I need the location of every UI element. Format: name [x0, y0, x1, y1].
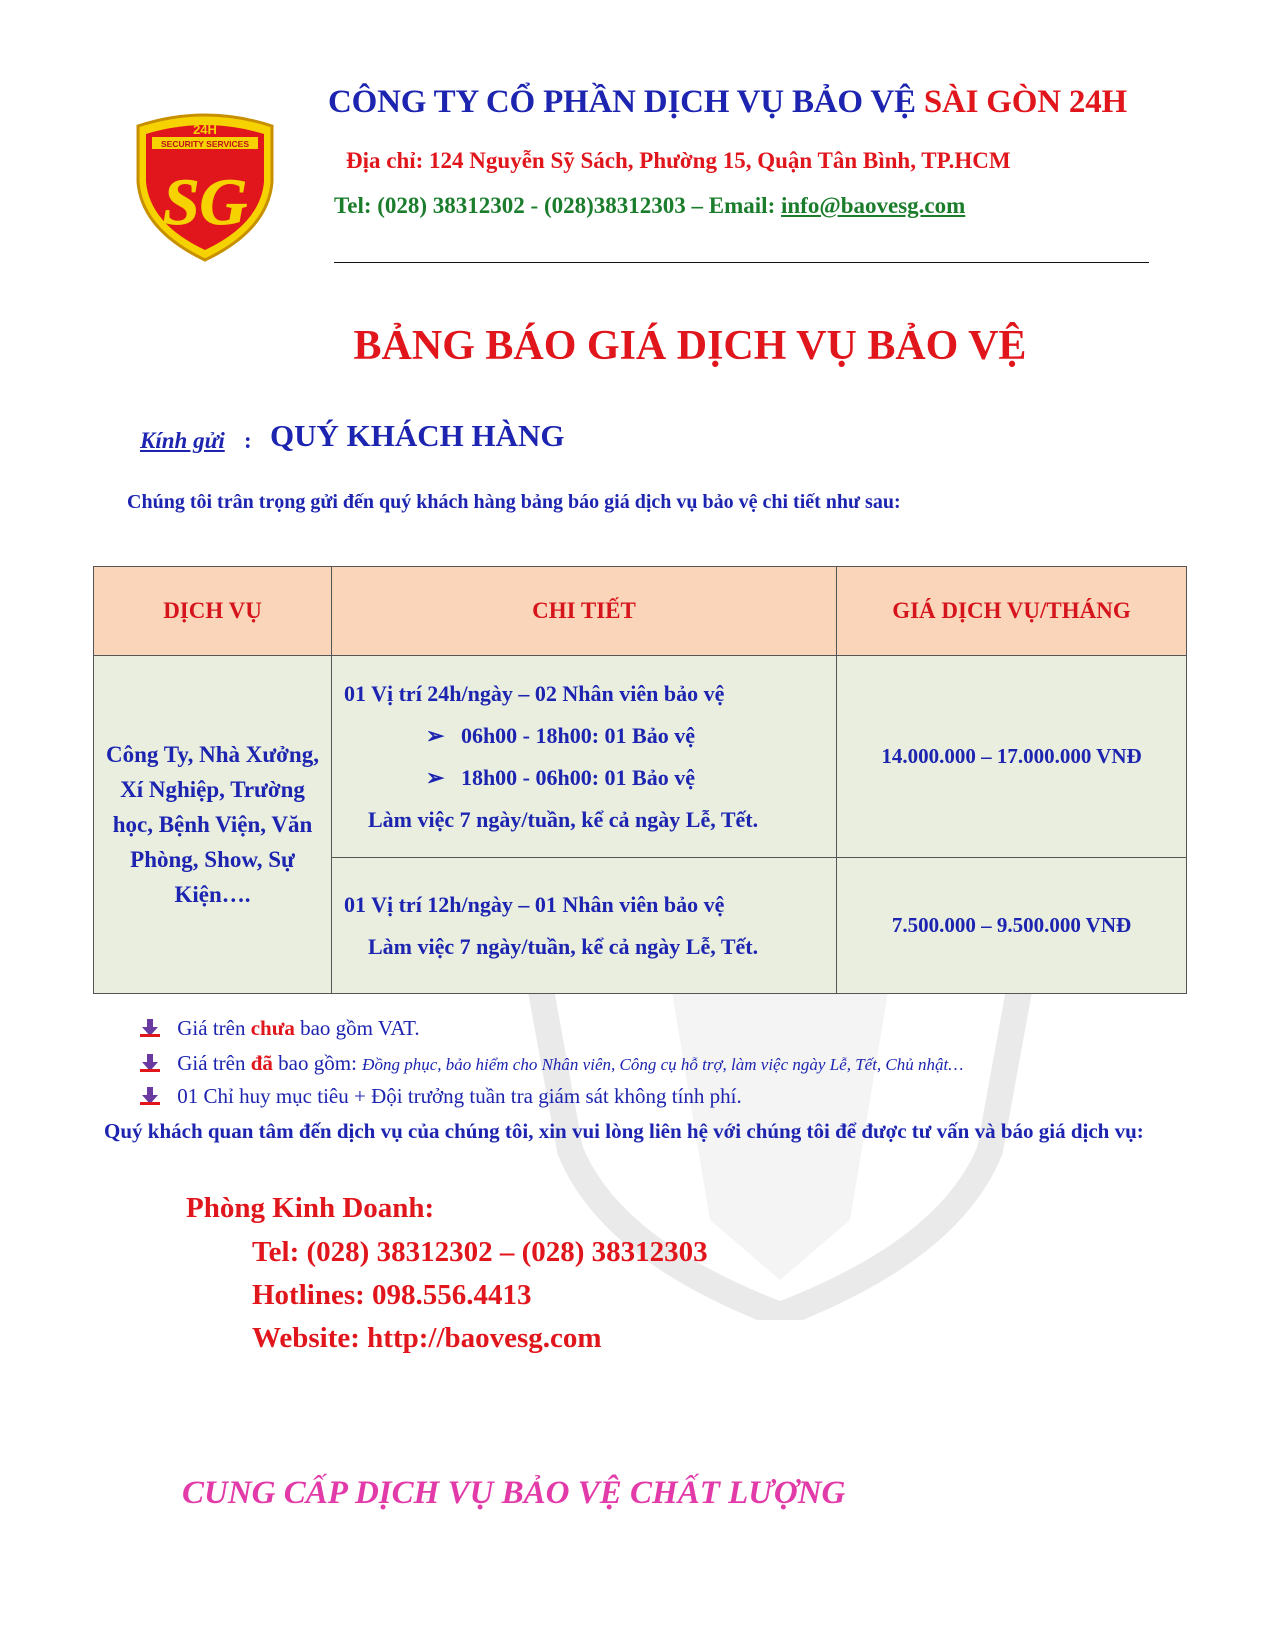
note-item [140, 1016, 420, 1041]
price-cell: 14.000.000 – 17.000.000 VNĐ [837, 656, 1187, 858]
table-row [94, 656, 1187, 858]
note-emphasis: đã [250, 1051, 273, 1075]
recipient-colon: : [244, 428, 252, 453]
note-text: bao gồm: [272, 1051, 363, 1075]
closing-text: Quý khách quan tâm đến dịch vụ của chúng tôi, xin vui lòng liên hệ với chúng tôi để được tư vấn và báo giá dịch vụ: [104, 1119, 1144, 1143]
header-divider [334, 262, 1149, 263]
arrow-bullet-icon: ➢ [426, 764, 461, 790]
shift-item [332, 715, 836, 757]
company-name-prefix: CÔNG TY CỔ PHẦN DỊCH VỤ BẢO VỆ [328, 84, 916, 120]
price-cell: 7.500.000 – 9.500.000 VNĐ [837, 858, 1187, 994]
arrow-down-bullet-icon [140, 1019, 160, 1037]
detail-cell [332, 656, 837, 858]
shift-item [332, 757, 836, 799]
company-contact [334, 193, 965, 219]
detail-note: Làm việc 7 ngày/tuần, kể cả ngày Lễ, Tết. [368, 933, 759, 959]
header-service: DỊCH VỤ [94, 567, 332, 656]
sales-department-title: Phòng Kinh Doanh: [186, 1192, 435, 1224]
note-text: Giá trên [177, 1051, 251, 1075]
note-item [140, 1084, 742, 1109]
service-cell: Công Ty, Nhà Xưởng, Xí Nghiệp, Trường học, Bệnh Viện, Văn Phòng, Show, Sự Kiện…. [94, 656, 332, 994]
header-price: GIÁ DỊCH VỤ/THÁNG [837, 567, 1187, 656]
document-title: BẢNG BÁO GIÁ DỊCH VỤ BẢO VỆ [353, 323, 1027, 369]
price-table [93, 566, 1187, 994]
note-emphasis: chưa [250, 1016, 295, 1040]
header-detail: CHI TIẾT [332, 567, 837, 656]
recipient-value: QUÝ KHÁCH HÀNG [270, 418, 565, 453]
detail-cell [332, 858, 837, 994]
arrow-down-bullet-icon [140, 1054, 160, 1072]
logo-letters: SG [162, 166, 248, 239]
shift-text: 06h00 - 18h00: 01 Bảo vệ [460, 722, 695, 748]
note-text: 01 Chỉ huy mục tiêu + Đội trưởng tuần tra giám sát không tính phí. [177, 1084, 742, 1108]
company-logo [130, 112, 280, 262]
sales-phone: Tel: (028) 38312302 – (028) 38312303 [252, 1236, 708, 1268]
note-italic: Đồng phục, bảo hiểm cho Nhân viên, Công cụ hỗ trợ, làm việc ngày Lễ, Tết, Chủ nhật… [362, 1055, 964, 1074]
shift-text: 18h00 - 06h00: 01 Bảo vệ [460, 764, 695, 790]
email-link[interactable]: info@baovesg.com [780, 193, 966, 218]
note-text: Giá trên [177, 1016, 251, 1040]
logo-band-text: SECURITY SERVICES [160, 139, 250, 149]
logo-top-text: 24H [193, 122, 217, 137]
detail-note: Làm việc 7 ngày/tuần, kể cả ngày Lễ, Tết. [368, 806, 759, 832]
company-name [328, 84, 1127, 121]
arrow-down-bullet-icon [140, 1087, 160, 1105]
detail-title: 01 Vị trí 24h/ngày – 02 Nhân viên bảo vệ [344, 680, 725, 706]
note-text: bao gồm VAT. [294, 1016, 420, 1040]
sales-hotline: Hotlines: 098.556.4413 [252, 1279, 532, 1311]
company-address: Địa chỉ: 124 Nguyễn Sỹ Sách, Phường 15, Quận Tân Bình, TP.HCM [346, 148, 1011, 173]
table-header-row [94, 567, 1187, 656]
slogan: CUNG CẤP DỊCH VỤ BẢO VỆ CHẤT LƯỢNG [182, 1475, 846, 1511]
detail-title: 01 Vị trí 12h/ngày – 01 Nhân viên bảo vệ [344, 891, 725, 917]
note-item [140, 1051, 963, 1076]
contact-phones: Tel: (028) 38312302 - (028)38312303 – Email: [334, 193, 776, 218]
arrow-bullet-icon: ➢ [426, 722, 461, 748]
intro-text: Chúng tôi trân trọng gửi đến quý khách hàng bảng báo giá dịch vụ bảo vệ chi tiết như sau: [127, 491, 901, 513]
sales-website-link[interactable]: Website: http://baovesg.com [252, 1322, 602, 1354]
recipient-label: Kính gửi [140, 428, 225, 453]
company-name-highlight: SÀI GÒN 24H [923, 84, 1127, 120]
